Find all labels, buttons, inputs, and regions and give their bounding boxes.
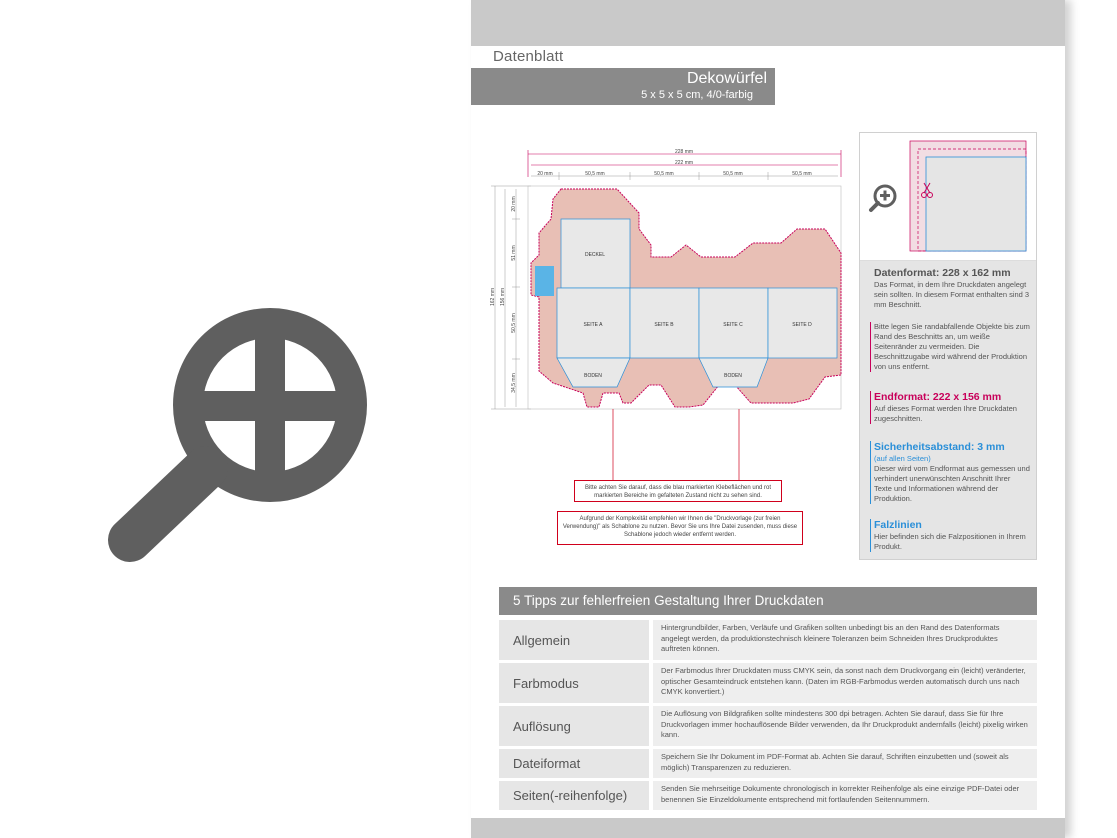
tip-label: Seiten(-reihenfolge)	[499, 781, 649, 810]
dim-seg-1: 20 mm	[537, 171, 553, 177]
zoom-in-icon[interactable]	[100, 290, 400, 570]
endformat-text: Auf dieses Format werden Ihre Druckdaten zugeschnitten.	[874, 404, 1017, 423]
bleed-text: Bitte legen Sie randabfallende Objekte bis zum Rand des Beschnitts an, um weiße Seitenränder zu vermeiden. Die Beschnittzugabe wird während der Produktion von uns entfernt.	[874, 322, 1030, 371]
tip-text: Der Farbmodus Ihrer Druckdaten muss CMYK sein, da sonst nach dem Druckvorgang ein (leicht) veränderter, optischer Gesamteindruck entstehen kann. (Daten im RGB-Farbmodus werden automatisch durch uns nach CMYK konvertiert.)	[653, 663, 1037, 703]
tip-row-allgemein	[499, 620, 1037, 660]
tip-row-seiten	[499, 781, 1037, 810]
dim-seg-4: 50,5 mm	[723, 171, 743, 177]
tip-row-aufloesung	[499, 706, 1037, 746]
dim-end-height: 156 mm	[500, 287, 506, 307]
bleed-block	[870, 322, 1030, 372]
tip-label: Auflösung	[499, 706, 649, 746]
label-side-d: SEITE D	[792, 322, 812, 328]
dim-seg-2: 50,5 mm	[585, 171, 605, 177]
tip-label: Allgemein	[499, 620, 649, 660]
dim-total-height: 162 mm	[490, 287, 496, 307]
label-side-b: SEITE B	[654, 322, 674, 328]
tip-text: Die Auflösung von Bildgrafiken sollte mindestens 300 dpi betragen. Achten Sie darauf, dass Sie für Ihre Druckvorlagen immer hochauflösende Bilder verwenden, da Ihr Druckprodukt andernfalls (leicht) pixelig wirken kann.	[653, 706, 1037, 746]
tip-label: Farbmodus	[499, 663, 649, 703]
fold-text: Hier befinden sich die Falzpositionen in Ihrem Produkt.	[874, 532, 1026, 551]
safety-block	[870, 441, 1030, 504]
tip-text: Speichern Sie Ihr Dokument im PDF-Format ab. Achten Sie darauf, Schriften einzubetten und (soweit als möglich) Transparenzen zu reduzieren.	[653, 749, 1037, 778]
tip-text: Senden Sie mehrseitige Dokumente chronologisch in korrekter Reihenfolge als eine einzige PDF-Datei oder benennen Sie Einzeldokumente entsprechend mit fortlaufenden Seitennummern.	[653, 781, 1037, 810]
tips-title: 5 Tipps zur fehlerfreien Gestaltung Ihrer Druckdaten	[499, 587, 1037, 615]
dim-total-width: 228 mm	[674, 149, 694, 155]
datenformat-block	[874, 267, 1034, 310]
endformat-title: Endformat: 222 x 156 mm	[874, 391, 1002, 403]
tip-row-dateiformat	[499, 749, 1037, 778]
bottom-bar	[471, 818, 1065, 838]
tip-text: Hintergrundbilder, Farben, Verläufe und Grafiken sollten unbedingt bis an den Rand des Datenformats angelegt werden, da produktionstechnisch kleinere Toleranzen beim Schneiden Ihres Druckproduktes auftreten können.	[653, 620, 1037, 660]
product-header-bar	[471, 68, 775, 105]
dim-seg-3: 50,5 mm	[654, 171, 674, 177]
dim-end-width: 222 mm	[674, 160, 694, 166]
safety-title: Sicherheitsabstand: 3 mm	[874, 441, 1005, 453]
label-lid: DECKEL	[584, 252, 606, 258]
datasheet-page	[471, 0, 1065, 838]
dieline-drawing	[491, 145, 851, 415]
label-side-a: SEITE A	[583, 322, 603, 328]
safety-sub: (auf allen Seiten)	[874, 454, 931, 463]
note-template: Aufgrund der Komplexität empfehlen wir Ihnen die "Druckvorlage (zur freien Verwendung)" als Schablone zu nutzen. Bevor Sie uns Ihre Datei zusenden, muss diese Schablone jedoch wieder entfernt werden.	[557, 511, 803, 545]
product-title: Dekowürfel	[686, 70, 767, 87]
dim-v-4: 34,5 mm	[511, 373, 517, 393]
datenformat-text: Das Format, in dem Ihre Druckdaten angelegt sein sollten. In diesem Format enthalten sind 3 mm Beschnitt.	[874, 280, 1030, 309]
label-bottom-2: BODEN	[724, 373, 742, 379]
endformat-block	[870, 391, 1030, 424]
product-subtitle: 5 x 5 x 5 cm, 4/0-farbig	[641, 89, 753, 101]
dim-seg-5: 50,5 mm	[792, 171, 812, 177]
tip-row-farbmodus	[499, 663, 1037, 703]
datasheet-label: Datenblatt	[493, 48, 564, 65]
glue-flap	[535, 266, 554, 296]
datenformat-title: Datenformat: 228 x 162 mm	[874, 267, 1011, 279]
safety-text: Dieser wird vom Endformat aus gemessen und verhindert unerwünschten Anschnitt Ihrer Texte und Informationen während der Produktion.	[874, 464, 1030, 503]
fold-title: Falzlinien	[874, 519, 922, 531]
crop-marks-icon	[860, 133, 1036, 261]
note-glue-areas: Bitte achten Sie darauf, dass die blau markierten Klebeflächen und rot markierten Bereiche im gefalteten Zustand nicht zu sehen sind.	[574, 480, 782, 502]
fold-block	[870, 519, 1030, 552]
dim-v-2: 51 mm	[511, 245, 517, 261]
dim-v-3: 50,5 mm	[511, 313, 517, 333]
tip-label: Dateiformat	[499, 749, 649, 778]
top-bar	[471, 0, 1065, 46]
label-side-c: SEITE C	[723, 322, 743, 328]
dim-v-1: 20 mm	[511, 196, 517, 212]
format-preview	[860, 133, 1036, 261]
info-panel	[859, 132, 1037, 560]
label-bottom-1: BODEN	[584, 373, 602, 379]
